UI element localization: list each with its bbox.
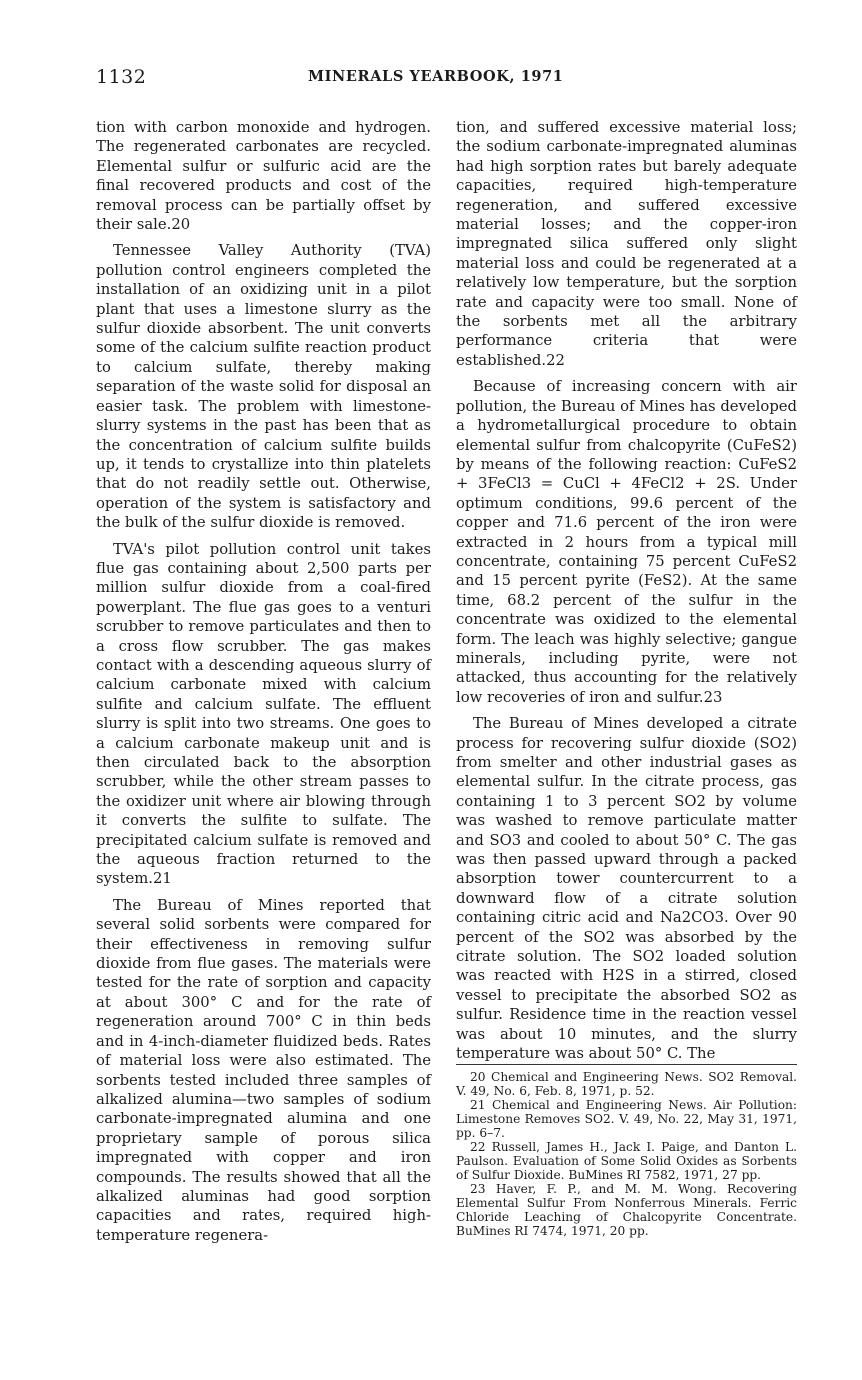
footnote: 23 Haver, F. P., and M. M. Wong. Recovering Elemental Sulfur From Nonferrous Minerals. Ferric Chloride Leaching of Chalcopyrite Concentrate. BuMines RI 7474, 1971, 20 pp. [456,1182,797,1238]
page-number: 1132 [96,66,147,88]
paragraph: tion, and suffered excessive material loss; the sodium carbonate-impregnated aluminas had high sorption rates but barely adequate capacities, required high-temperature regeneration, and suffered excessive material losses; and the copper-iron impregnated silica suffered only slight material loss and could be regenerated at a relatively low temperature, but the sorption rate and capacity were too small. None of the sorbents met all the arbitrary performance criteria that were established.22 [456,119,797,369]
paragraph: Tennessee Valley Authority (TVA) pollution control engineers completed the installation of an oxidizing unit in a pilot plant that uses a limestone slurry as the sulfur dioxide absorbent. The unit converts some of the calcium sulfite reaction product to calcium sulfate, thereby making separation of the waste solid for disposal an easier task. The problem with limestone-slurry systems in the past has been that as the concentration of calcium sulfite builds up, it tends to crystallize into thin platelets that do not readily settle out. Otherwise, operation of the system is satisfactory and the bulk of the sulfur dioxide is removed. [96,242,431,532]
paragraph: tion with carbon monoxide and hydrogen. The regenerated carbonates are recycled. Elemental sulfur or sulfuric acid are the final recovered products and cost of the removal process can be partially offset by their sale.20 [96,119,431,234]
left-column [96,118,431,1252]
paragraph: TVA's pilot pollution control unit takes flue gas containing about 2,500 parts per million sulfur dioxide from a coal-fired powerplant. The flue gas goes to a venturi scrubber to remove particulates and then to a cross flow scrubber. The gas makes contact with a descending aqueous slurry of calcium carbonate mixed with calcium sulfite and calcium sulfate. The effluent slurry is split into two streams. One goes to a calcium carbonate makeup unit and is then circulated back to the absorption scrubber, while the other stream passes to the oxidizer unit where air blowing through it converts the sulfite to sulfate. The precipitated calcium sulfate is removed and the aqueous fraction returned to the system.21 [96,540,431,888]
footnote: 20 Chemical and Engineering News. SO2 Removal. V. 49, No. 6, Feb. 8, 1971, p. 52. [456,1070,797,1098]
page-header [96,66,796,90]
footnote: 21 Chemical and Engineering News. Air Pollution: Limestone Removes SO2. V. 49, No. 22, May 31, 1971, pp. 6–7. [456,1098,797,1140]
footnotes [456,1064,797,1238]
paragraph: The Bureau of Mines developed a citrate process for recovering sulfur dioxide (SO2) from smelter and other industrial gases as elemental sulfur. In the citrate process, gas containing 1 to 3 percent SO2 by volume was washed to remove particulate matter and SO3 and cooled to about 50° C. The gas was then passed upward through a packed absorption tower countercurrent to a downward flow of a citrate solution containing citric acid and Na2CO3. Over 90 percent of the SO2 was absorbed by the citrate solution. The SO2 loaded solution was reacted with H2S in a stirred, closed vessel to precipitate the absorbed SO2 as sulfur. Residence time in the reaction vessel was about 10 minutes, and the slurry temperature was about 50° C. The [456,715,797,1063]
running-title: MINERALS YEARBOOK, 1971 [308,68,564,85]
right-column [456,118,797,1071]
paragraph: Because of increasing concern with air pollution, the Bureau of Mines has developed a hydrometallurgical procedure to obtain elemental sulfur from chalcopyrite (CuFeS2) by means of the following reaction: CuFeS2 + 3FeCl3 = CuCl + 4FeCl2 + 2S. Under optimum conditions, 99.6 percent of the copper and 71.6 percent of the iron were extracted in 2 hours from a typical mill concentrate, containing 75 percent CuFeS2 and 15 percent pyrite (FeS2). At the same time, 68.2 percent of the sulfur in the concentrate was oxidized to the elemental form. The leach was highly selective; gangue minerals, including pyrite, were not attacked, thus accounting for the relatively low recoveries of iron and sulfur.23 [456,378,798,706]
paragraph: The Bureau of Mines reported that several solid sorbents were compared for their effectiveness in removing sulfur dioxide from flue gases. The materials were tested for the rate of sorption and capacity at about 300° C and for the rate of regeneration around 700° C in thin beds and in 4-inch-diameter fluidized beds. Rates of material loss were also estimated. The sorbents tested included three samples of alkalized alumina—two samples of sodium carbonate-impregnated alumina and one proprietary sample of porous silica impregnated with copper and iron compounds. The results showed that all the alkalized aluminas had good sorption capacities and rates, required high-temperature regenera- [96,896,431,1244]
footnote: 22 Russell, James H., Jack I. Paige, and Danton L. Paulson. Evaluation of Some Solid Oxides as Sorbents of Sulfur Dioxide. BuMines RI 7582, 1971, 27 pp. [456,1140,797,1182]
